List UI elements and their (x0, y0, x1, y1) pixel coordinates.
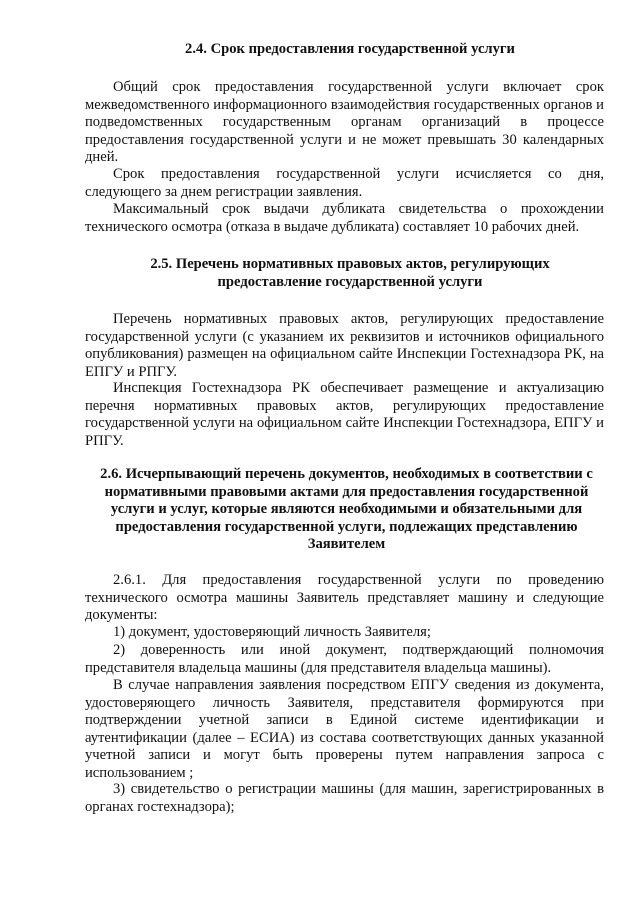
section-heading-2-6: 2.6. Исчерпывающий перечень документов, необходимых в соответствии с нормативными правовыми актами для предоставления государственной услуги и услуг, которые являются необходимыми и обязательными для предоставления государственной услуги, подлежащих представлению Заявителем (100, 466, 593, 553)
paragraph: Перечень нормативных правовых актов, регулирующих предоставление государственной услуги (с указанием их реквизитов и источников официального опубликования) размещен на официальном сайте Инспекции Гостехнадзора РК, на ЕПГУ и РПГУ. (85, 311, 604, 380)
paragraph: В случае направления заявления посредством ЕПГУ сведения из документа, удостоверяющего личность Заявителя, представителя формируются при подтверждении учетной записи в Единой системе идентификации и аутентификации (далее – ЕСИА) из состава соответствующих данных указанной учетной записи и могут быть проверены путем направления запроса с использованием ; (85, 677, 604, 781)
section-heading-2-4: 2.4. Срок предоставления государственной услуги (185, 41, 515, 57)
list-item: 2) доверенность или иной документ, подтверждающий полномочия представителя владельца машины (для представителя владельца машины). (85, 642, 604, 676)
paragraph: 2.6.1. Для предоставления государственной услуги по проведению технического осмотра машины Заявитель представляет машину и следующие документы: (85, 572, 604, 624)
paragraph: Общий срок предоставления государственной услуги включает срок межведомственного информационного взаимодействия государственных органов и подведомственных государственным органам организаций в процессе предоставления государственной услуги и не может превышать 30 календарных дней. (85, 79, 604, 166)
paragraph: Инспекция Гостехнадзора РК обеспечивает размещение и актуализацию перечня нормативных правовых актов, регулирующих предоставление государственной услуги на официальном сайте Инспекции Гостехнадзора, ЕПГУ и РПГУ. (85, 380, 604, 449)
section-heading-2-5: 2.5. Перечень нормативных правовых актов, регулирующих предоставление государственной услуги (150, 256, 550, 290)
paragraph: Срок предоставления государственной услуги исчисляется со дня, следующего за днем регистрации заявления. (85, 166, 604, 200)
list-item: 3) свидетельство о регистрации машины (для машин, зарегистрированных в органах гостехнадзора); (85, 781, 604, 815)
list-item: 1) документ, удостоверяющий личность Заявителя; (113, 624, 431, 640)
paragraph: Максимальный срок выдачи дубликата свидетельства о прохождении технического осмотра (отказа в выдаче дубликата) составляет 10 рабочих дней. (85, 201, 604, 235)
